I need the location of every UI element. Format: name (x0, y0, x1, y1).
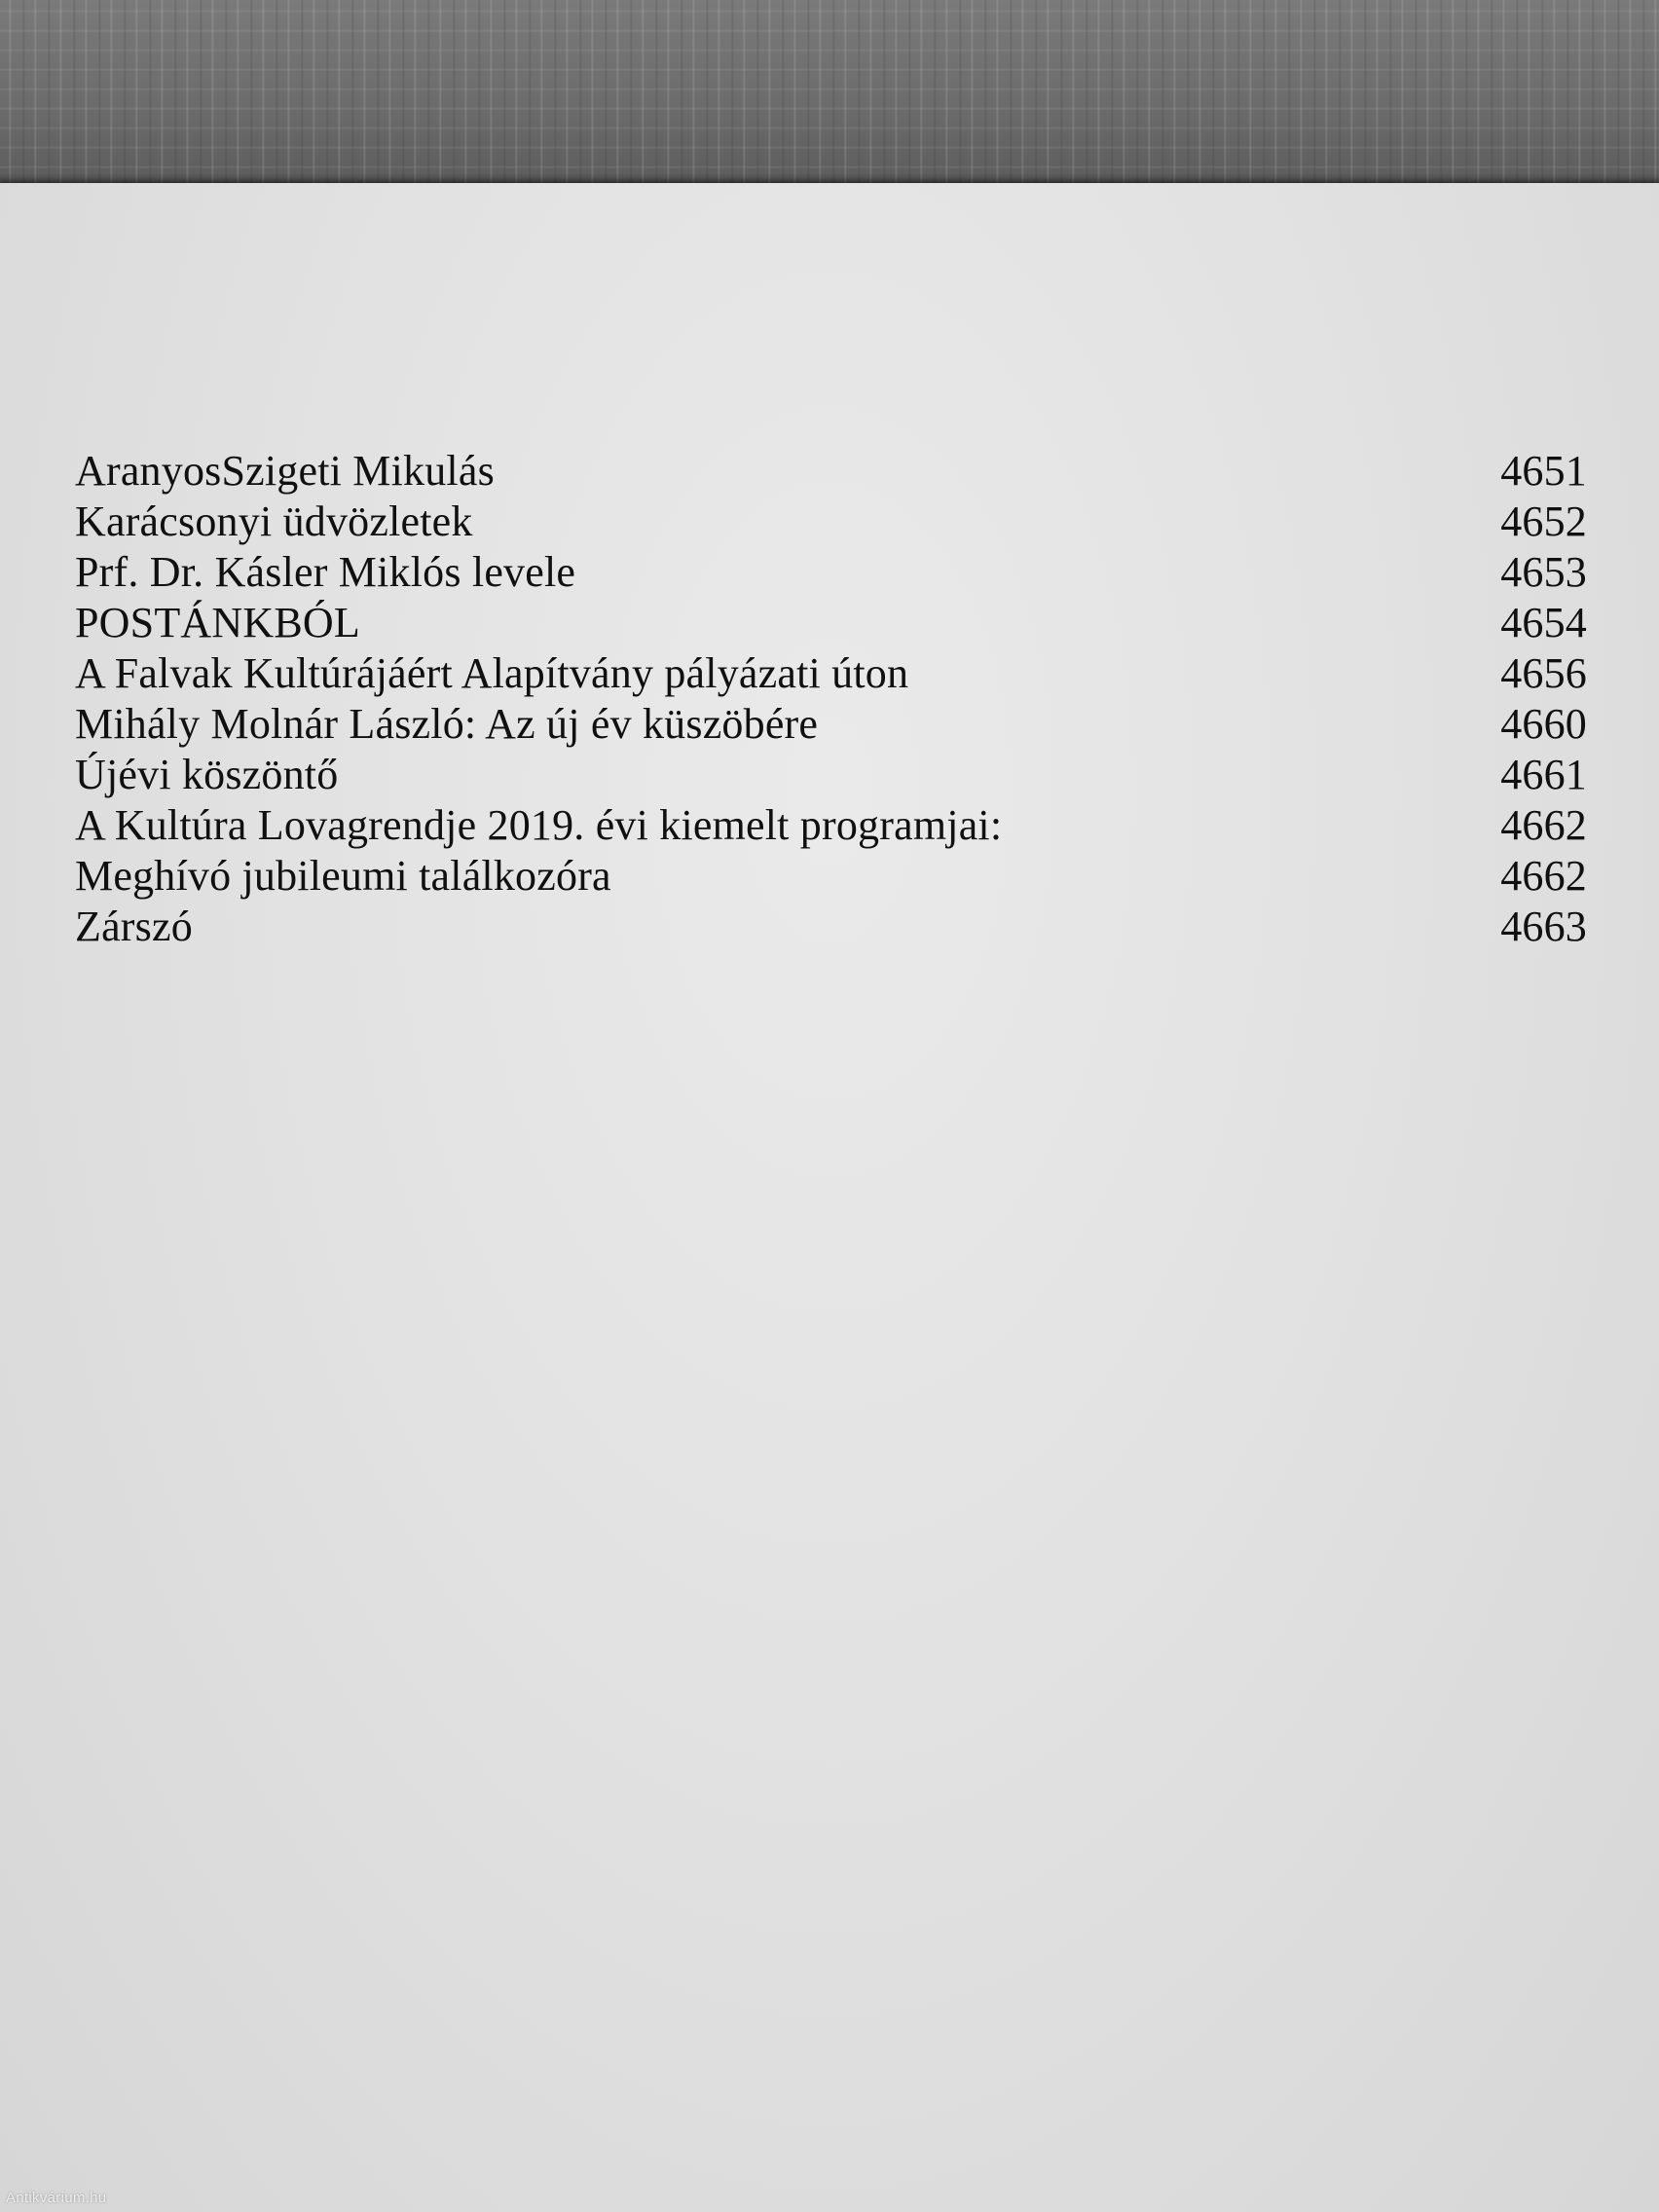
toc-entry-page: 4660 (1500, 700, 1587, 748)
toc-entry-title: Karácsonyi üdvözletek (75, 498, 473, 545)
toc-entry (75, 598, 1587, 648)
toc-entry-title: Zárszó (75, 903, 193, 950)
toc-entry-page: 4661 (1500, 751, 1587, 798)
toc-entry (75, 699, 1587, 750)
toc-entry-page: 4654 (1500, 599, 1587, 646)
toc-entry-title: AranyosSzigeti Mikulás (75, 447, 495, 495)
toc-entry-page: 4663 (1500, 903, 1587, 950)
toc-entry-title: A Kultúra Lovagrendje 2019. évi kiemelt programjai: (75, 801, 1003, 849)
toc-entry-page: 4651 (1500, 447, 1587, 495)
toc-entry-title: POSTÁNKBÓL (75, 599, 360, 646)
toc-entry-page: 4662 (1500, 801, 1587, 849)
toc-entry-title: Meghívó jubileumi találkozóra (75, 852, 611, 900)
toc-entry-page: 4652 (1500, 498, 1587, 545)
toc-entry-title: Prf. Dr. Kásler Miklós levele (75, 548, 576, 596)
watermark: Antikvárium.hu (6, 2190, 107, 2206)
toc-entry-title: A Falvak Kultúrájáért Alapítvány pályázati úton (75, 649, 909, 697)
toc-entry (75, 750, 1587, 800)
toc-entry (75, 648, 1587, 699)
toc-entry (75, 446, 1587, 497)
toc-entry-page: 4662 (1500, 852, 1587, 900)
toc-entry (75, 800, 1587, 851)
toc-entry-title: Újévi köszöntő (75, 751, 339, 798)
toc-entry-page: 4653 (1500, 548, 1587, 596)
toc-entry-page: 4656 (1500, 649, 1587, 697)
table-surface (0, 0, 1659, 185)
toc-entry (75, 547, 1587, 598)
table-of-contents (75, 446, 1587, 952)
toc-entry-title: Mihály Molnár László: Az új év küszöbére (75, 700, 819, 748)
toc-entry (75, 902, 1587, 952)
toc-entry (75, 851, 1587, 902)
toc-entry (75, 497, 1587, 547)
